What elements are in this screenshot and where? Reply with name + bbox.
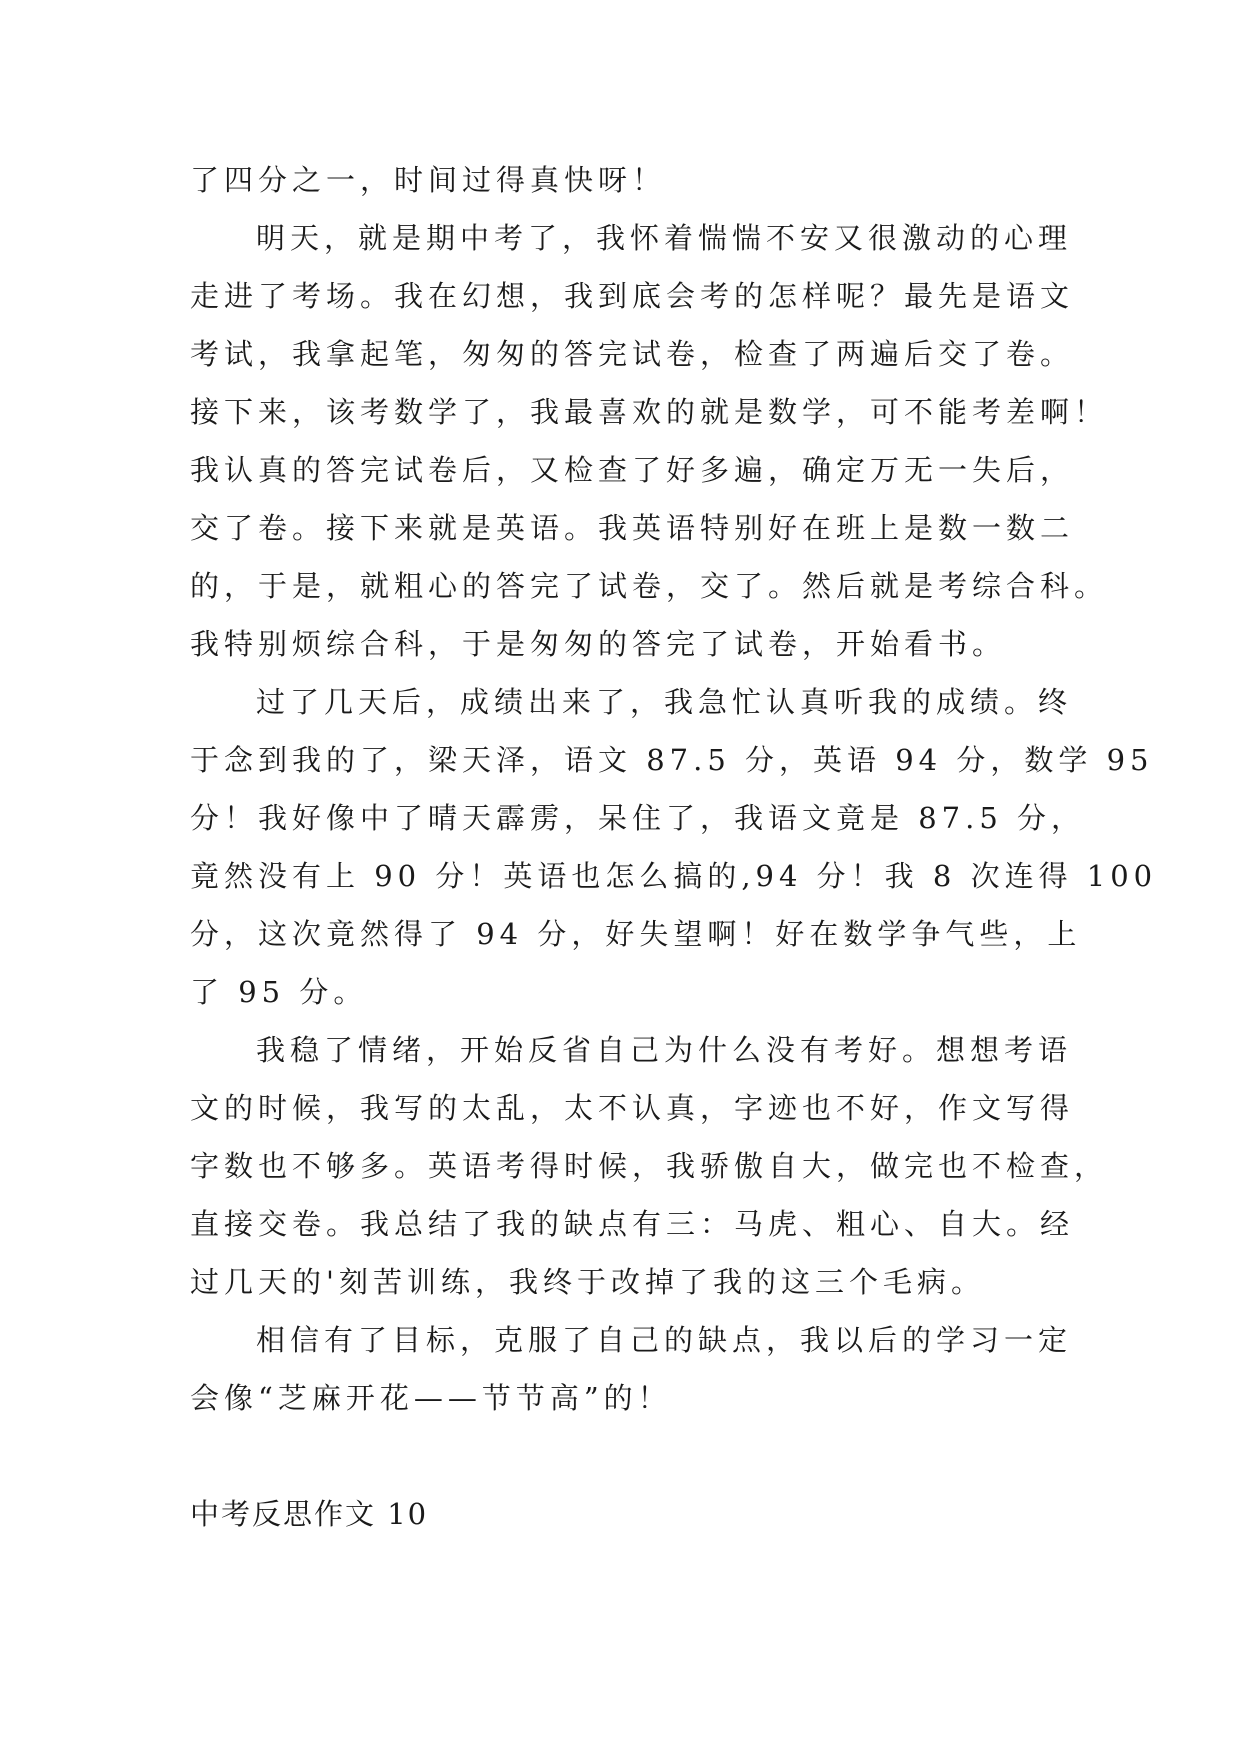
text-line: 相信有了目标，克服了自己的缺点，我以后的学习一定 <box>256 1323 1073 1357</box>
text-line: 分！我好像中了晴天霹雳，呆住了，我语文竟是 87.5 分， <box>190 801 1086 835</box>
text-line: 竟然没有上 90 分！英语也怎么搞的,94 分！我 8 次连得 100 <box>190 859 1158 893</box>
text-line: 文的时候，我写的太乱，太不认真，字迹也不好，作文写得 <box>190 1091 1075 1125</box>
text-line: 交了卷。接下来就是英语。我英语特别好在班上是数一数二 <box>190 511 1075 545</box>
paragraph-gap <box>190 1427 1060 1485</box>
text-line: 字数也不够多。英语考得时候，我骄傲自大，做完也不检查， <box>190 1149 1109 1183</box>
text-line: 了四分之一，时间过得真快呀！ <box>190 163 667 197</box>
text-line: 分，这次竟然得了 94 分，好失望啊！好在数学争气些，上 <box>190 917 1082 951</box>
text-line: 我稳了情绪，开始反省自己为什么没有考好。想想考语 <box>256 1033 1073 1067</box>
section-heading: 中考反思作文 10 <box>190 1497 429 1531</box>
text-line: 我特别烦综合科，于是匆匆的答完了试卷，开始看书。 <box>190 627 1007 661</box>
text-line: 走进了考场。我在幻想，我到底会考的怎样呢？最先是语文 <box>190 279 1075 313</box>
text-line: 的，于是，就粗心的答完了试卷，交了。然后就是考综合科。 <box>190 569 1109 603</box>
text-line: 会像“芝麻开花——节节高”的！ <box>190 1381 672 1415</box>
text-line: 过了几天后，成绩出来了，我急忙认真听我的成绩。终 <box>256 685 1073 719</box>
text-line: 过几天的'刻苦训练，我终于改掉了我的这三个毛病。 <box>190 1265 985 1299</box>
text-line: 考试，我拿起笔，匆匆的答完试卷，检查了两遍后交了卷。 <box>190 337 1075 371</box>
text-line: 明天，就是期中考了，我怀着惴惴不安又很激动的心理 <box>256 221 1073 255</box>
text-line: 接下来，该考数学了，我最喜欢的就是数学，可不能考差啊！ <box>190 395 1109 429</box>
text-line: 了 95 分。 <box>190 975 368 1009</box>
text-line: 我认真的答完试卷后，又检查了好多遍，确定万无一失后， <box>190 453 1075 487</box>
text-line: 于念到我的了，梁天泽，语文 87.5 分，英语 94 分，数学 95 <box>190 743 1154 777</box>
text-line: 直接交卷。我总结了我的缺点有三：马虎、粗心、自大。经 <box>190 1207 1075 1241</box>
document-page <box>190 151 1158 1543</box>
